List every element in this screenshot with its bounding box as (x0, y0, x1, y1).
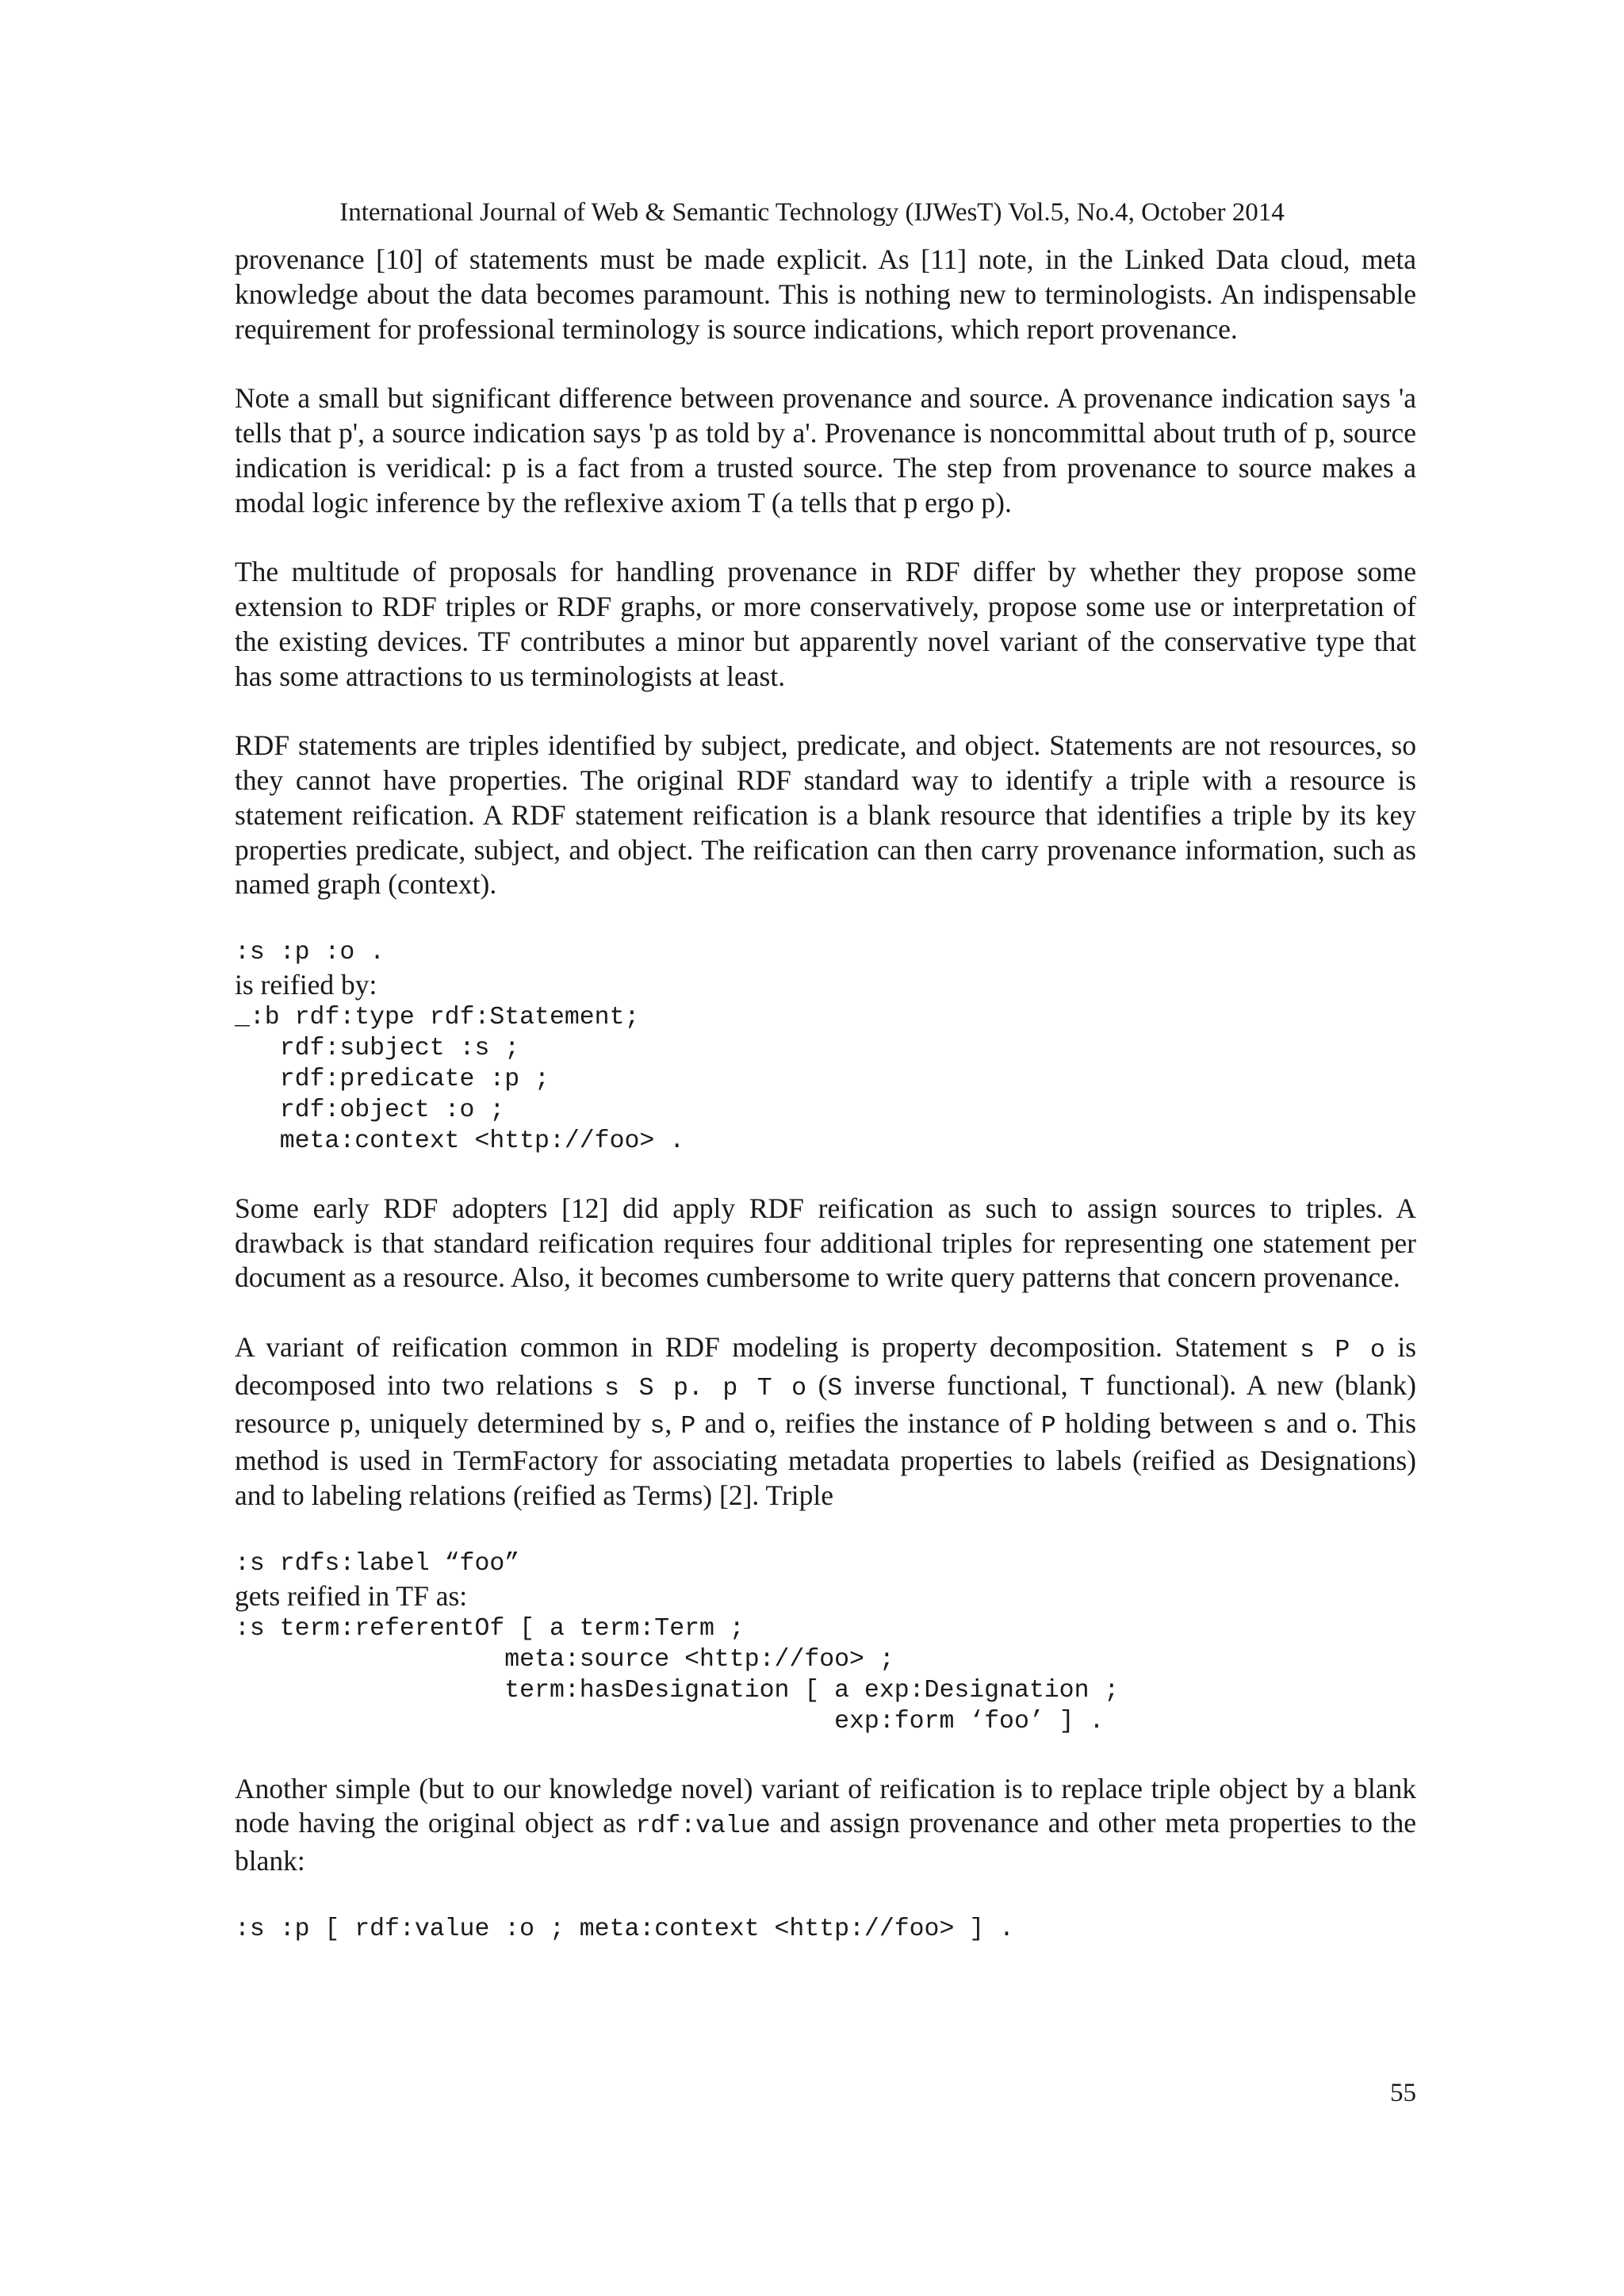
journal-header: International Journal of Web & Semantic Technology (IJWesT) Vol.5, No.4, October 2014 (339, 198, 1285, 227)
paragraph-2: Note a small but significant difference between provenance and source. A provenance indication says 'a tells that p', a source indication says 'p as told by a'. Provenance is noncommittal about truth of p, source indication is veridical: p is a fact from a trusted source. The step from provenance to source makes a modal logic inference by the reflexive axiom T (a tells that p ergo p). (235, 382, 1416, 519)
inline-code: P (680, 1412, 696, 1441)
code-line: rdf:predicate :p ; (235, 1065, 550, 1093)
paragraph-7: Another simple (but to our knowledge novel) variant of reification is to replace triple object by a blank node having the original object as rdf:value and assign provenance and other meta properties to the blank: (235, 1772, 1416, 1877)
code-block-tf-reification (235, 1548, 1416, 1737)
code-line: rdf:object :o ; (235, 1096, 505, 1124)
code-line: :s rdfs:label “foo” (235, 1549, 520, 1578)
code-line: :s :p [ rdf:value :o ; meta:context <http://foo> ] . (235, 1915, 1014, 1943)
paragraph-6: A variant of reification common in RDF modeling is property decomposition. Statement s P o is decomposed into two relations s S p. p T o (S inverse functional, T functional). A new (blank) resource p, uniquely determined by s, P and o, reifies the instance of P holding between s and o. This method is used in TermFactory for associating metadata properties to labels (reified as Designations) and to labeling relations (reified as Terms) [2]. Triple (235, 1330, 1417, 1512)
inline-code: s (1262, 1412, 1277, 1441)
code-caption: is reified by: (235, 968, 377, 1001)
paragraph-5: Some early RDF adopters [12] did apply RDF reification as such to assign sources to triples. A drawback is that standard reification requires four additional triples for representing one statement per document as a resource. Also, it becomes cumbersome to write query patterns that concern provenance. (235, 1192, 1416, 1294)
inline-code: s P o (1299, 1336, 1385, 1364)
paragraph-4: RDF statements are triples identified by subject, predicate, and object. Statements are not resources, so they cannot have properties. The original RDF standard way to identify a triple with a resource is statement reification. A RDF statement reification is a blank resource that identifies a triple by its key properties predicate, subject, and object. The reification can then carry provenance information, such as named graph (context). (235, 729, 1416, 901)
code-line: rdf:subject :s ; (235, 1034, 520, 1062)
page-body (235, 243, 1416, 1979)
inline-code: o (753, 1412, 769, 1441)
inline-code: o (1335, 1412, 1351, 1441)
inline-code: s S p. p T o (604, 1374, 807, 1402)
inline-code: p (339, 1412, 354, 1441)
code-caption: gets reified in TF as: (235, 1579, 468, 1612)
code-line: _:b rdf:type rdf:Statement; (235, 1003, 640, 1031)
code-line: meta:context <http://foo> . (235, 1127, 685, 1155)
inline-code: P (1040, 1412, 1056, 1441)
code-block-blank-node (235, 1914, 1416, 1945)
page-number: 55 (1390, 2079, 1416, 2107)
paragraph-1: provenance [10] of statements must be made explicit. As [11] note, in the Linked Data cloud, meta knowledge about the data becomes paramount. This is nothing new to terminologists. An indispensable requirement for professional terminology is source indications, which report provenance. (235, 243, 1416, 345)
code-line: exp:form ‘foo’ ] . (235, 1707, 1105, 1735)
code-line: meta:source <http://foo> ; (235, 1645, 894, 1674)
code-line: :s :p :o . (235, 938, 385, 966)
inline-code: T (1079, 1374, 1095, 1402)
inline-code: rdf:value (635, 1812, 771, 1841)
inline-code: S (827, 1374, 843, 1402)
code-block-reification (235, 937, 1416, 1157)
code-line: term:hasDesignation [ a exp:Designation ; (235, 1676, 1120, 1705)
paragraph-3: The multitude of proposals for handling provenance in RDF differ by whether they propose some extension to RDF triples or RDF graphs, or more conservatively, propose some use or interpretation of the existing devices. TF contributes a minor but apparently novel variant of the conservative type that has some attractions to us terminologists at least. (235, 556, 1416, 692)
inline-code: s (649, 1412, 665, 1441)
code-line: :s term:referentOf [ a term:Term ; (235, 1614, 745, 1643)
